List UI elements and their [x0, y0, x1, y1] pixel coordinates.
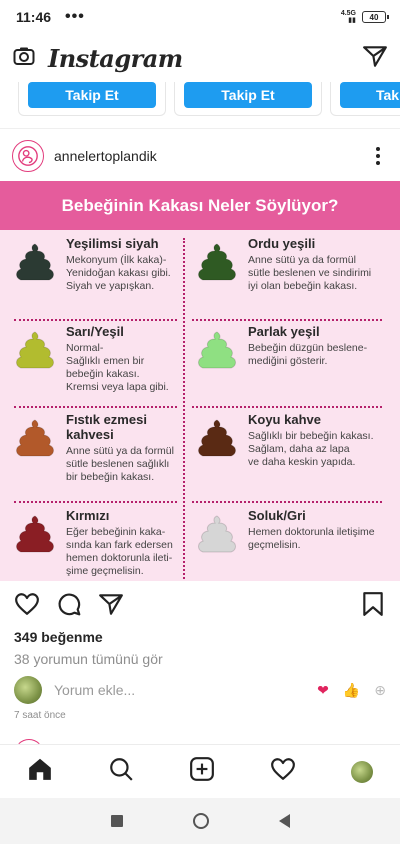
infographic-item-description: Anne sütü ya da formül sütle beslenen sağlıklı bir bebeğin kakası. [66, 445, 174, 483]
likes-count[interactable]: 349 beğenme [14, 629, 103, 645]
comment-icon[interactable] [56, 591, 82, 622]
infographic-item-title: Parlak yeşil [248, 324, 320, 339]
stool-color-swatch-icon [14, 418, 56, 458]
home-icon[interactable] [27, 756, 53, 787]
infographic-item-text [66, 236, 171, 293]
android-nav-bar [0, 798, 400, 844]
section-divider [0, 128, 400, 129]
stool-color-swatch-icon [14, 242, 56, 282]
infographic-item [196, 412, 381, 500]
follow-button[interactable]: Tak [340, 82, 400, 108]
stool-color-swatch-icon [196, 330, 238, 370]
view-all-comments-link[interactable]: 38 yorumun tümünü gör [14, 651, 163, 667]
post-image[interactable] [0, 181, 400, 581]
heart-icon[interactable] [14, 591, 40, 622]
add-reaction-icon[interactable]: ⊕ [374, 681, 386, 698]
row-divider [14, 501, 177, 503]
infographic-item [196, 236, 381, 324]
infographic-item-title: Koyu kahve [248, 412, 321, 427]
status-right [341, 10, 386, 24]
infographic-item-description: Sağlıklı bir bebeğin kakası. Sağlam, daha az lapa ve daha keskin yapıda. [248, 430, 374, 468]
current-user-avatar [14, 676, 42, 704]
infographic-item [14, 324, 199, 412]
signal-indicator: 4.5G ▮▮ [340, 10, 356, 24]
infographic-item-title: Ordu yeşili [248, 236, 316, 251]
post-header [0, 136, 400, 176]
infographic-item-description: Mekonyum (İlk kaka)- Yenidoğan kakası gibi. Siyah ve yapışkan. [66, 254, 171, 292]
search-icon[interactable] [108, 756, 134, 787]
infographic-item-description: Eğer bebeğinin kaka- sında kan fark edersen hemen doktorunla ileti- şime geçmelisin. [66, 526, 173, 577]
post-username[interactable]: annelertoplandik [54, 148, 157, 164]
infographic-item-text [66, 324, 169, 394]
post-timestamp: 7 saat önce [14, 710, 66, 721]
paper-plane-icon[interactable] [362, 43, 388, 74]
follow-button[interactable]: Takip Et [184, 82, 312, 108]
infographic-item [14, 508, 199, 581]
suggested-accounts-strip [0, 82, 400, 122]
activity-heart-icon[interactable] [270, 756, 296, 787]
infographic-item-text [248, 412, 374, 469]
suggested-card [330, 82, 400, 116]
back-icon[interactable] [279, 814, 290, 828]
recent-apps-icon[interactable] [111, 815, 123, 827]
comment-input[interactable]: Yorum ekle... [54, 682, 136, 698]
infographic-item-text [66, 508, 173, 578]
bookmark-icon[interactable] [360, 591, 386, 622]
post-actions [0, 590, 400, 622]
infographic-grid [0, 230, 400, 581]
suggested-card [174, 82, 322, 116]
infographic-item-text [248, 324, 367, 368]
app-header [0, 34, 400, 82]
stool-color-swatch-icon [196, 514, 238, 554]
add-post-icon[interactable] [189, 756, 215, 787]
row-divider [192, 501, 382, 503]
quick-reactions [317, 682, 386, 699]
infographic-title: Bebeğinin Kakası Neler Söylüyor? [0, 181, 400, 230]
infographic-item-description: Normal- Sağlıklı emen bir bebeğin kakası. Kremsi veya lapa gibi. [66, 342, 169, 393]
infographic-item-text [248, 236, 371, 293]
infographic-item [14, 236, 199, 324]
infographic-item-description: Anne sütü ya da formül sütle beslenen ve sindirimi iyi olan bebeğin kakası. [248, 254, 372, 292]
more-options-icon[interactable] [368, 146, 388, 166]
infographic-item-title: Sarı/Yeşil [66, 324, 124, 339]
stool-color-swatch-icon [196, 242, 238, 282]
infographic-item [14, 412, 199, 500]
thumbs-up-reaction-icon[interactable]: 👍 [342, 681, 361, 698]
infographic-item [196, 324, 381, 412]
infographic-item-title: Fıstık ezmesi kahvesi [66, 412, 147, 442]
status-bar [0, 0, 400, 34]
infographic-item-description: Hemen doktorunla iletişime geçmelisin. [248, 526, 375, 551]
stool-color-swatch-icon [14, 330, 56, 370]
follow-button[interactable]: Takip Et [28, 82, 156, 108]
profile-tab-avatar[interactable] [351, 761, 373, 783]
battery-icon: 40 [362, 11, 386, 23]
signal-label: 4.5G [340, 10, 356, 17]
home-button-icon[interactable] [193, 813, 209, 829]
add-comment-row [14, 673, 386, 707]
infographic-item [196, 508, 381, 581]
bottom-nav [0, 744, 400, 798]
camera-icon[interactable] [12, 44, 36, 73]
status-more-dots: ••• [65, 8, 85, 25]
stool-color-swatch-icon [196, 418, 238, 458]
infographic-item-text [66, 412, 174, 484]
heart-reaction-icon[interactable]: ❤ [317, 681, 329, 698]
infographic-item-description: Bebeğin düzgün beslene- mediğini gösterir. [248, 342, 368, 367]
infographic-item-text [248, 508, 375, 552]
post-author-avatar[interactable] [12, 140, 44, 172]
suggested-card [18, 82, 166, 116]
stool-color-swatch-icon [14, 514, 56, 554]
infographic-item-title: Yeşilimsi siyah [66, 236, 159, 251]
share-icon[interactable] [98, 591, 124, 622]
status-time: 11:46 [16, 9, 52, 25]
infographic-item-title: Soluk/Gri [248, 508, 306, 523]
infographic-item-title: Kırmızı [66, 508, 110, 523]
app-brand-logo: Instagram [48, 43, 183, 73]
